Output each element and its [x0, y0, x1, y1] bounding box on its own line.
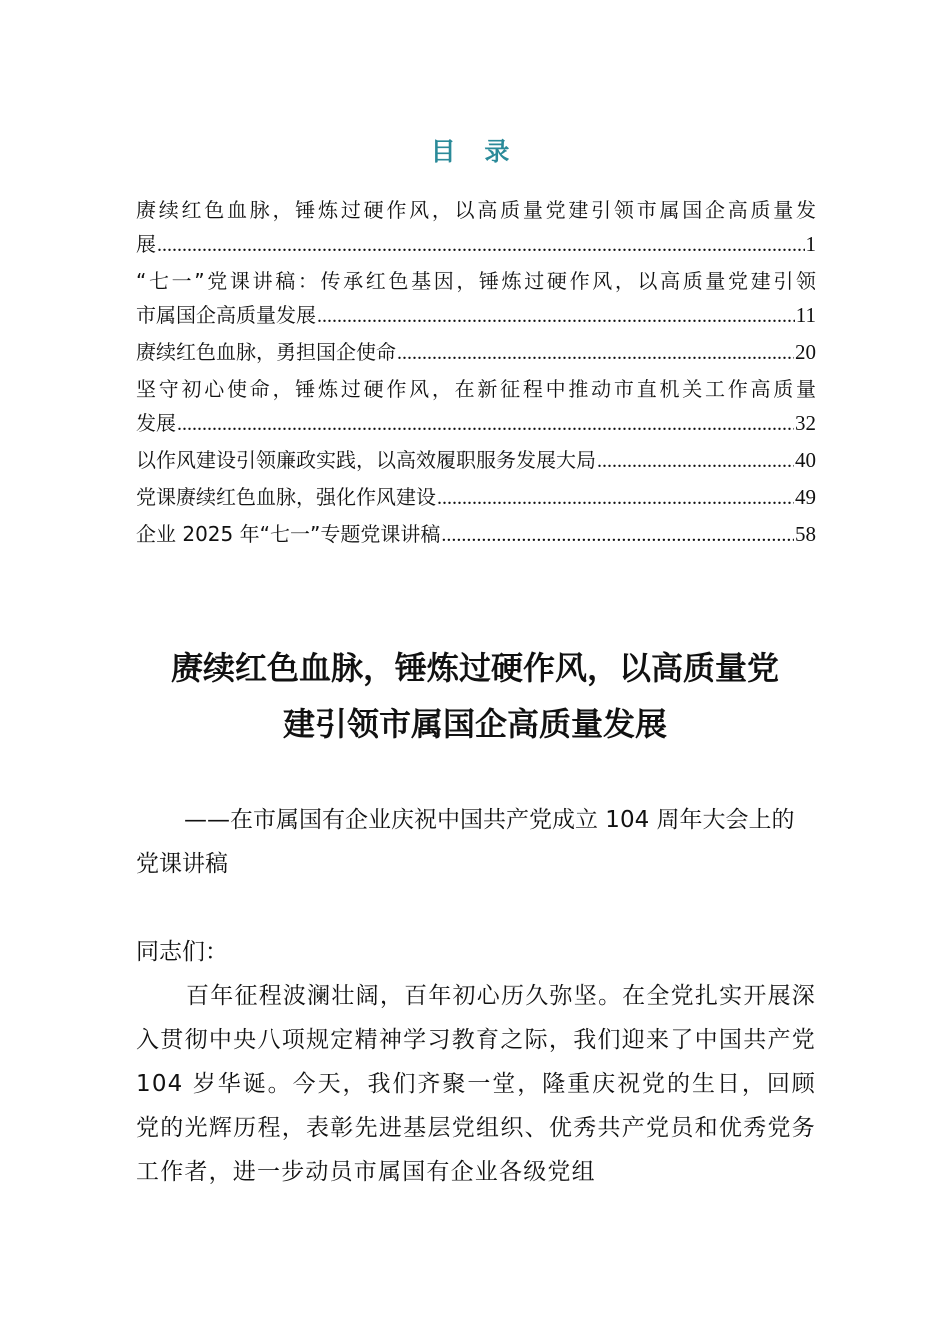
- toc-entry-title: 企业 2025 年“七一”专题党课讲稿: [136, 522, 441, 546]
- toc-leader-dots: [157, 228, 805, 262]
- toc-leader-dots: [441, 518, 794, 552]
- toc-entry[interactable]: [136, 480, 816, 515]
- toc-entry-title: 赓续红色血脉，勇担国企使命: [136, 340, 396, 364]
- toc-entry-title-line1: 赓续红色血脉，锤炼过硬作风，以高质量党建引领市属国企高质量发: [136, 198, 816, 222]
- toc-entry-page: 1: [805, 232, 816, 256]
- toc-leader-dots: [397, 336, 794, 370]
- table-of-contents: [136, 193, 816, 554]
- toc-entry[interactable]: [136, 517, 816, 552]
- toc-entry[interactable]: [136, 193, 816, 262]
- toc-entry-page: 11: [795, 303, 816, 327]
- toc-leader-dots: [437, 481, 794, 515]
- toc-entry[interactable]: [136, 335, 816, 370]
- toc-leader-dots: [177, 407, 794, 441]
- salutation: 同志们：: [136, 939, 228, 965]
- article-title-line1: 赓续红色血脉，锤炼过硬作风，以高质量党: [170, 649, 779, 687]
- toc-leader-dots: [597, 444, 794, 478]
- body-paragraph: 百年征程波澜壮阔，百年初心历久弥坚。在全党扎实开展深入贯彻中央八项规定精神学习教育之际，我们迎来了中国共产党 104 岁华诞。今天，我们齐聚一堂，隆重庆祝党的生日，回顾党的光辉历程，表彰先进基层党组织、优秀共产党员和优秀党务工作者，进一步动员市属国有企业各级党组: [136, 983, 816, 1185]
- toc-leader-dots: [317, 299, 795, 333]
- article-body: [136, 930, 816, 1194]
- article-subtitle: ——在市属国有企业庆祝中国共产党成立 104 周年大会上的党课讲稿: [136, 807, 795, 877]
- toc-entry-page: 49: [795, 485, 816, 509]
- toc-entry-title-line2: 发展: [136, 411, 176, 435]
- toc-entry-title: 党课赓续红色血脉，强化作风建设: [136, 485, 436, 509]
- toc-entry-title-line2: 展: [136, 232, 156, 256]
- toc-entry-title-line2: 市属国企高质量发展: [136, 303, 316, 327]
- toc-entry-page: 40: [795, 448, 816, 472]
- toc-entry[interactable]: [136, 264, 816, 333]
- toc-entry-title-line1: “七一”党课讲稿：传承红色基因，锤炼过硬作风，以高质量党建引领: [136, 269, 816, 293]
- toc-entry-page: 20: [795, 340, 816, 364]
- toc-entry-title: 以作风建设引领廉政实践，以高效履职服务发展大局: [136, 448, 596, 472]
- toc-entry-title-line1: 坚守初心使命，锤炼过硬作风，在新征程中推动市直机关工作高质量: [136, 377, 816, 401]
- toc-entry-page: 32: [795, 411, 816, 435]
- toc-entry[interactable]: [136, 372, 816, 441]
- toc-heading: 目 录: [430, 137, 520, 166]
- article-title-line2: 建引领市属国企高质量发展: [282, 705, 667, 743]
- toc-entry[interactable]: [136, 443, 816, 478]
- toc-entry-page: 58: [795, 522, 816, 546]
- article-title: [120, 640, 830, 752]
